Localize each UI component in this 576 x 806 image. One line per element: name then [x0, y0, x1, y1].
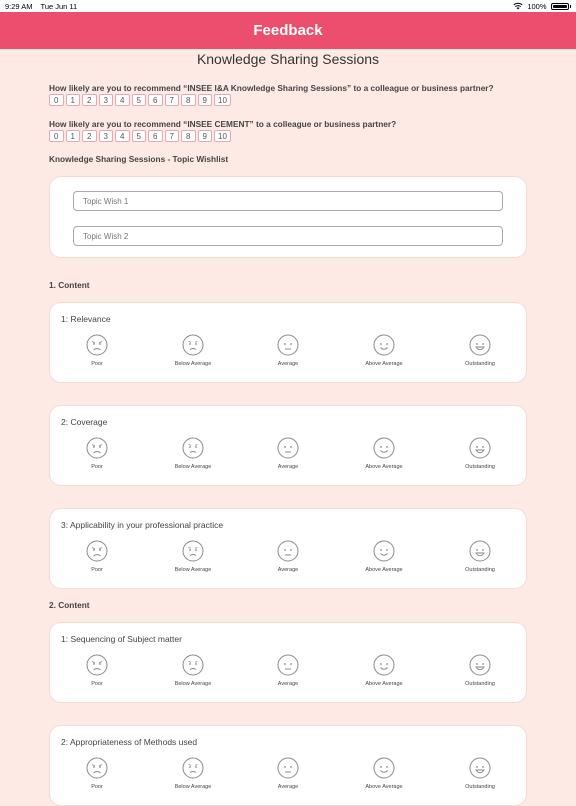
rating-option-2[interactable]: [248, 654, 328, 687]
rating-options: [50, 334, 528, 374]
rating-option-1[interactable]: [153, 540, 233, 573]
sad-face-icon[interactable]: [153, 437, 233, 459]
scale-button-6[interactable]: 6: [148, 130, 163, 142]
very-sad-face-icon[interactable]: [57, 437, 137, 459]
rating-option-0[interactable]: [57, 437, 137, 470]
scale-button-4[interactable]: 4: [115, 94, 130, 106]
rating-question-title: 2: Coverage: [61, 417, 108, 427]
sad-face-icon[interactable]: [153, 757, 233, 779]
nav-title: Feedback: [253, 22, 323, 39]
scale-button-0[interactable]: 0: [49, 94, 64, 106]
very-sad-face-icon[interactable]: [57, 757, 137, 779]
section-label-1: 1. Content: [49, 280, 90, 290]
rating-option-2[interactable]: [248, 540, 328, 573]
rating-label: Below Average: [174, 784, 212, 790]
scale-button-9[interactable]: 9: [198, 130, 213, 142]
neutral-face-icon[interactable]: [248, 757, 328, 779]
rating-label: Poor: [91, 464, 103, 470]
scale-button-8[interactable]: 8: [181, 130, 196, 142]
smile-face-icon[interactable]: [344, 437, 424, 459]
question-recommend-sessions: How likely are you to recommend “INSEE I&A Knowledge Sharing Sessions” to a colleague or business partner?: [49, 83, 494, 93]
rating-label: Below Average: [174, 567, 212, 573]
rating-options: [50, 540, 528, 580]
scale-button-1[interactable]: 1: [66, 94, 81, 106]
scale-button-7[interactable]: 7: [165, 94, 180, 106]
rating-label: Below Average: [174, 681, 212, 687]
rating-label: Outstanding: [465, 464, 495, 470]
nav-bar: [0, 12, 576, 49]
topic-wish-1-input[interactable]: [73, 191, 503, 211]
scale-button-4[interactable]: 4: [115, 130, 130, 142]
smile-face-icon[interactable]: [344, 540, 424, 562]
scale-button-3[interactable]: 3: [99, 94, 114, 106]
scale-button-1[interactable]: 1: [66, 130, 81, 142]
rating-option-4[interactable]: [440, 437, 520, 470]
rating-label: Above Average: [365, 784, 403, 790]
scale-button-2[interactable]: 2: [82, 130, 97, 142]
status-bar: [0, 0, 576, 12]
scale-recommend-sessions: [49, 94, 231, 106]
big-smile-face-icon[interactable]: [440, 334, 520, 356]
rating-option-2[interactable]: [248, 334, 328, 367]
rating-label: Outstanding: [465, 784, 495, 790]
wishlist-label: Knowledge Sharing Sessions - Topic Wishlist: [49, 154, 229, 164]
scale-button-7[interactable]: 7: [165, 130, 180, 142]
big-smile-face-icon[interactable]: [440, 654, 520, 676]
status-date: Tue Jun 11: [40, 1, 78, 11]
scale-button-10[interactable]: 10: [214, 130, 231, 142]
section-label-2: 2. Content: [49, 600, 90, 610]
scale-button-6[interactable]: 6: [148, 94, 163, 106]
scale-recommend-cement: [49, 130, 231, 142]
scale-button-10[interactable]: 10: [214, 94, 231, 106]
rating-label: Above Average: [365, 361, 403, 367]
rating-options: [50, 757, 528, 797]
rating-label: Poor: [91, 784, 103, 790]
rating-option-1[interactable]: [153, 437, 233, 470]
rating-card-methods: [49, 725, 527, 806]
rating-option-4[interactable]: [440, 757, 520, 790]
rating-label: Poor: [91, 567, 103, 573]
rating-option-0[interactable]: [57, 334, 137, 367]
big-smile-face-icon[interactable]: [440, 540, 520, 562]
rating-label: Below Average: [174, 464, 212, 470]
rating-option-3[interactable]: [344, 757, 424, 790]
rating-options: [50, 437, 528, 477]
rating-option-3[interactable]: [344, 540, 424, 573]
rating-label: Poor: [91, 361, 103, 367]
rating-card-sequencing: [49, 622, 527, 703]
rating-label: Outstanding: [465, 681, 495, 687]
rating-label: Outstanding: [465, 567, 495, 573]
rating-label: Above Average: [365, 681, 403, 687]
rating-label: Average: [277, 567, 299, 573]
rating-option-3[interactable]: [344, 654, 424, 687]
very-sad-face-icon[interactable]: [57, 654, 137, 676]
rating-option-0[interactable]: [57, 654, 137, 687]
rating-label: Average: [277, 681, 299, 687]
rating-question-title: 1: Relevance: [61, 314, 111, 324]
scale-button-3[interactable]: 3: [99, 130, 114, 142]
battery-percent: 100%: [527, 1, 547, 11]
rating-option-4[interactable]: [440, 334, 520, 367]
rating-label: Outstanding: [465, 361, 495, 367]
rating-label: Average: [277, 464, 299, 470]
rating-option-0[interactable]: [57, 540, 137, 573]
rating-question-title: 3: Applicability in your professional practice: [61, 520, 224, 530]
rating-label: Poor: [91, 681, 103, 687]
status-time: 9:29 AM: [5, 1, 33, 11]
neutral-face-icon[interactable]: [248, 334, 328, 356]
rating-option-1[interactable]: [153, 654, 233, 687]
rating-option-3[interactable]: [344, 334, 424, 367]
page-title: Knowledge Sharing Sessions: [196, 51, 380, 67]
rating-question-title: 2: Appropriateness of Methods used: [61, 737, 198, 747]
rating-question-title: 1: Sequencing of Subject matter: [61, 634, 182, 644]
rating-label: Above Average: [365, 567, 403, 573]
wifi-icon: [513, 2, 523, 10]
scale-button-9[interactable]: 9: [198, 94, 213, 106]
rating-label: Average: [277, 361, 299, 367]
scale-button-8[interactable]: 8: [181, 94, 196, 106]
rating-options: [50, 654, 528, 694]
sad-face-icon[interactable]: [153, 334, 233, 356]
scale-button-2[interactable]: 2: [82, 94, 97, 106]
big-smile-face-icon[interactable]: [440, 437, 520, 459]
rating-label: Above Average: [365, 464, 403, 470]
neutral-face-icon[interactable]: [248, 654, 328, 676]
rating-option-1[interactable]: [153, 334, 233, 367]
rating-option-4[interactable]: [440, 540, 520, 573]
rating-option-4[interactable]: [440, 654, 520, 687]
scale-button-0[interactable]: 0: [49, 130, 64, 142]
rating-label: Below Average: [174, 361, 212, 367]
question-recommend-cement: How likely are you to recommend “INSEE CEMENT” to a colleague or business partner?: [49, 119, 397, 129]
very-sad-face-icon[interactable]: [57, 540, 137, 562]
battery-icon: [551, 3, 569, 10]
rating-card-coverage: [49, 405, 527, 486]
rating-option-2[interactable]: [248, 757, 328, 790]
rating-card-applicability: [49, 508, 527, 589]
scale-button-5[interactable]: 5: [132, 94, 147, 106]
wishlist-card: [49, 176, 527, 258]
neutral-face-icon[interactable]: [248, 437, 328, 459]
rating-option-2[interactable]: [248, 437, 328, 470]
sad-face-icon[interactable]: [153, 654, 233, 676]
smile-face-icon[interactable]: [344, 654, 424, 676]
neutral-face-icon[interactable]: [248, 540, 328, 562]
rating-label: Average: [277, 784, 299, 790]
sad-face-icon[interactable]: [153, 540, 233, 562]
rating-option-0[interactable]: [57, 757, 137, 790]
smile-face-icon[interactable]: [344, 334, 424, 356]
very-sad-face-icon[interactable]: [57, 334, 137, 356]
scale-button-5[interactable]: 5: [132, 130, 147, 142]
rating-option-3[interactable]: [344, 437, 424, 470]
rating-card-relevance: [49, 302, 527, 383]
smile-face-icon[interactable]: [344, 757, 424, 779]
rating-option-1[interactable]: [153, 757, 233, 790]
big-smile-face-icon[interactable]: [440, 757, 520, 779]
topic-wish-2-input[interactable]: [73, 226, 503, 246]
